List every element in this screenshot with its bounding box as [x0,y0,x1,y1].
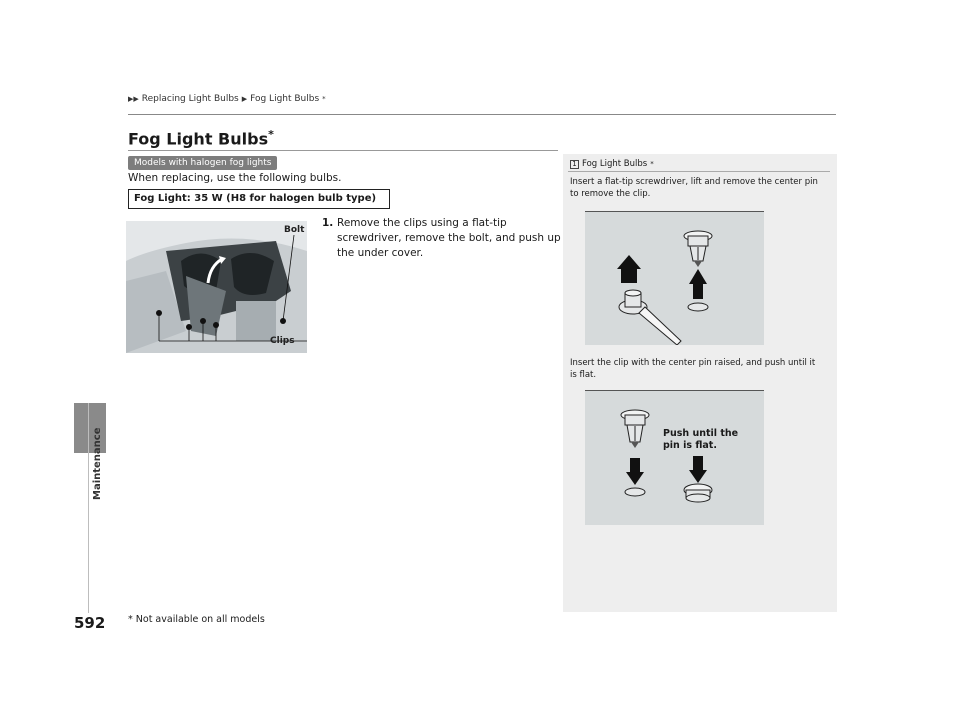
step-1 [322,216,562,261]
note-heading: 1 Fog Light Bulbs * [570,159,654,169]
bolt-label: Bolt [284,225,305,235]
section-label: Maintenance [92,427,103,500]
footnote: * Not available on all models [128,614,265,625]
step-number: 1. [322,217,334,229]
bulb-spec-box: Fog Light: 35 W (H8 for halogen bulb type) [128,189,390,209]
header-rule [128,114,836,115]
note-text-insert: Insert the clip with the center pin raised, and push until it is flat. [570,358,816,380]
page-number: 592 [74,614,106,632]
model-badge: Models with halogen fog lights [128,156,277,170]
triangle-right-icon: ▶▶ [128,95,139,103]
breadcrumb-item-2[interactable]: Fog Light Bulbs [250,94,320,104]
clip-insert-figure [585,390,764,525]
breadcrumb [128,94,326,104]
note-text-remove: Insert a flat-tip screwdriver, lift and remove the center pin to remove the clip. [570,177,818,199]
clips-label: Clips [270,336,295,346]
push-caption: Push until the pin is flat. [663,428,739,451]
note-number: 1 [570,160,579,169]
asterisk: * [322,95,326,103]
clip-insert-illustration [585,390,764,525]
page-title: Fog Light Bulbs* [128,128,274,149]
under-cover-illustration [126,221,307,353]
section-line [88,403,89,613]
clip-removal-figure [585,211,764,345]
under-cover-photo [126,221,307,353]
clip-removal-illustration [585,211,764,345]
step-text: Remove the clips using a flat-tip screwdriver, remove the bolt, and push up the under cover. [337,217,561,259]
triangle-right-icon: ▶ [241,95,248,103]
breadcrumb-item-1[interactable]: Replacing Light Bulbs [141,94,239,104]
title-rule [128,150,558,151]
note-rule [568,171,830,172]
intro-text: When replacing, use the following bulbs. [128,172,342,184]
